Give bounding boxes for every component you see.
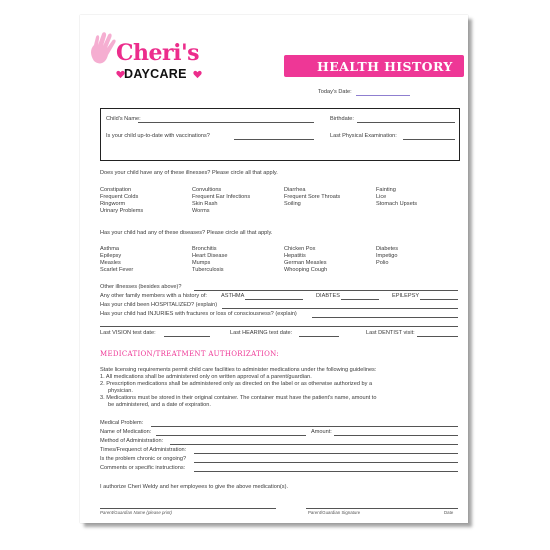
disease-item[interactable]: Mumps — [192, 260, 211, 266]
disease-item[interactable]: Heart Disease — [192, 253, 228, 259]
vaccinations-field[interactable] — [234, 139, 314, 140]
illness-item[interactable]: Frequent Ear Infections — [192, 194, 251, 200]
injuries-label: Has your child had INJURIES with fractures or loss of consciousness? (explain) — [100, 311, 297, 317]
disease-item[interactable]: German Measles — [284, 260, 327, 266]
vaccinations-label: Is your child up-to-date with vaccinations? — [106, 133, 210, 139]
injuries-field[interactable] — [312, 317, 458, 318]
medication-section-title: MEDICATION/TREATMENT AUTHORIZATION: — [100, 350, 279, 358]
last-physical-field[interactable] — [403, 139, 455, 140]
disease-column — [192, 246, 227, 274]
amount-field[interactable] — [334, 435, 458, 436]
birthdate-label: Birthdate: — [330, 116, 354, 122]
medication-rule: 3. Medications must be stored in their original container. The container must have the patient's name, amount to — [100, 395, 377, 401]
family-diabetes-field[interactable] — [341, 299, 379, 300]
logo-subtitle: DAYCARE — [124, 67, 187, 81]
medication-intro: State licensing requirements permit child care facilities to administer medications under the following guidelines: — [100, 367, 377, 373]
page-title: HEALTH HISTORY — [317, 59, 453, 74]
authorization-statement: I authorize Cheri Weldy and her employees to give the above medication(s). — [100, 484, 289, 490]
method-field[interactable] — [170, 444, 458, 445]
illness-column — [192, 187, 250, 215]
disease-item[interactable]: Impetigo — [376, 253, 398, 259]
disease-item[interactable]: Scarlet Fever — [100, 267, 134, 273]
hospitalized-field[interactable] — [222, 308, 458, 309]
times-frequency-field[interactable] — [194, 453, 458, 454]
medication-rule: 1. All medications shall be administered only on written approval of a parent/guardian. — [100, 374, 312, 380]
logo-name: Cheri's — [116, 40, 200, 66]
diseases-question: Has your child had any of these diseases? Please circle all that apply. — [100, 230, 273, 236]
todays-date-field[interactable] — [356, 95, 410, 96]
disease-item[interactable]: Polio — [376, 260, 389, 266]
family-epilepsy-field[interactable] — [420, 299, 458, 300]
family-history-label: Any other family members with a history of: — [100, 293, 207, 299]
parent-signature-caption: Parent/Guardian Signature — [308, 510, 361, 515]
injuries-extra-line[interactable] — [100, 326, 458, 327]
disease-item[interactable]: Tuberculosis — [192, 267, 224, 273]
hearing-test-field[interactable] — [299, 336, 339, 337]
chronic-label: Is the problem chronic or ongoing? — [100, 456, 187, 462]
hospitalized-label: Has your child been HOSPITALIZED? (explain) — [100, 302, 218, 308]
medication-rule: be administered, and a date of expiration. — [108, 402, 211, 408]
parent-name-caption: Parent/Guardian Name (please print) — [100, 510, 172, 515]
childs-name-field[interactable] — [138, 122, 314, 123]
other-illnesses-label: Other illnesses (besides above)? — [100, 284, 182, 290]
medication-name-field[interactable] — [156, 435, 306, 436]
illness-column — [284, 187, 340, 208]
amount-label: Amount: — [311, 429, 332, 435]
vision-test-field[interactable] — [164, 336, 210, 337]
illness-item[interactable]: Ringworm — [100, 201, 126, 207]
medical-problem-field[interactable] — [151, 426, 458, 427]
disease-column — [376, 246, 398, 267]
illness-column — [376, 187, 417, 208]
illness-item[interactable]: Diarrhea — [284, 187, 306, 193]
heart-icon — [116, 70, 125, 79]
childs-name-label: Child's Name: — [106, 116, 141, 122]
dentist-visit-field[interactable] — [417, 336, 458, 337]
comments-field[interactable] — [194, 471, 458, 472]
disease-item[interactable]: Whooping Cough — [284, 267, 328, 273]
illness-item[interactable]: Stomach Upsets — [376, 201, 418, 207]
illness-item[interactable]: Frequent Sore Throats — [284, 194, 341, 200]
medication-name-label: Name of Medication: — [100, 429, 152, 435]
times-frequency-label: Times/Frequenct of Administration: — [100, 447, 187, 453]
disease-item[interactable]: Asthma — [100, 246, 119, 252]
medication-rules — [100, 374, 376, 409]
other-illnesses-field[interactable] — [194, 290, 458, 291]
medication-rule: physician. — [108, 388, 133, 394]
title-banner — [284, 55, 464, 77]
method-label: Method of Administration: — [100, 438, 164, 444]
family-asthma-label: ASTHMA — [221, 293, 245, 299]
illness-item[interactable]: Lice — [376, 194, 387, 200]
medication-rule: 2. Prescription medications shall be administered only as directed on the label or as otherwise authorized by a — [100, 381, 373, 387]
illness-item[interactable]: Constipation — [100, 187, 132, 193]
illnesses-question: Does your child have any of these illnesses? Please circle all that apply. — [100, 170, 278, 176]
illness-column — [100, 187, 143, 215]
illness-item[interactable]: Skin Rash — [192, 201, 218, 207]
parent-signature-field[interactable] — [306, 508, 458, 509]
illness-item[interactable]: Worms — [192, 208, 210, 214]
disease-column — [284, 246, 327, 274]
health-history-form — [80, 15, 468, 523]
todays-date-label: Today's Date: — [318, 89, 352, 95]
illness-item[interactable]: Soiling — [284, 201, 301, 207]
medical-problem-label: Medical Problem: — [100, 420, 144, 426]
disease-column — [100, 246, 133, 274]
illness-item[interactable]: Frequent Colds — [100, 194, 139, 200]
disease-item[interactable]: Epilepsy — [100, 253, 122, 259]
chronic-field[interactable] — [194, 462, 458, 463]
birthdate-field[interactable] — [357, 122, 455, 123]
family-asthma-field[interactable] — [245, 299, 303, 300]
dentist-visit-label: Last DENTIST visit: — [366, 330, 415, 336]
parent-name-field[interactable] — [100, 508, 276, 509]
heart-icon — [193, 70, 202, 79]
vision-test-label: Last VISION test date: — [100, 330, 156, 336]
illness-item[interactable]: Convultions — [192, 187, 222, 193]
comments-label: Comments or specific instructions: — [100, 465, 186, 471]
illness-item[interactable]: Urinary Problems — [100, 208, 144, 214]
illness-item[interactable]: Fainting — [376, 187, 396, 193]
date-caption: Date — [444, 510, 454, 515]
disease-item[interactable]: Hepatitis — [284, 253, 306, 259]
disease-item[interactable]: Chicken Pox — [284, 246, 316, 252]
family-epilepsy-label: EPILEPSY — [392, 293, 420, 299]
family-diabetes-label: DIABTES — [316, 293, 340, 299]
disease-item[interactable]: Diabetes — [376, 246, 399, 252]
last-physical-label: Last Physical Examination: — [330, 133, 397, 139]
disease-item[interactable]: Measles — [100, 260, 121, 266]
disease-item[interactable]: Bronchitis — [192, 246, 217, 252]
hearing-test-label: Last HEARING test date: — [230, 330, 293, 336]
